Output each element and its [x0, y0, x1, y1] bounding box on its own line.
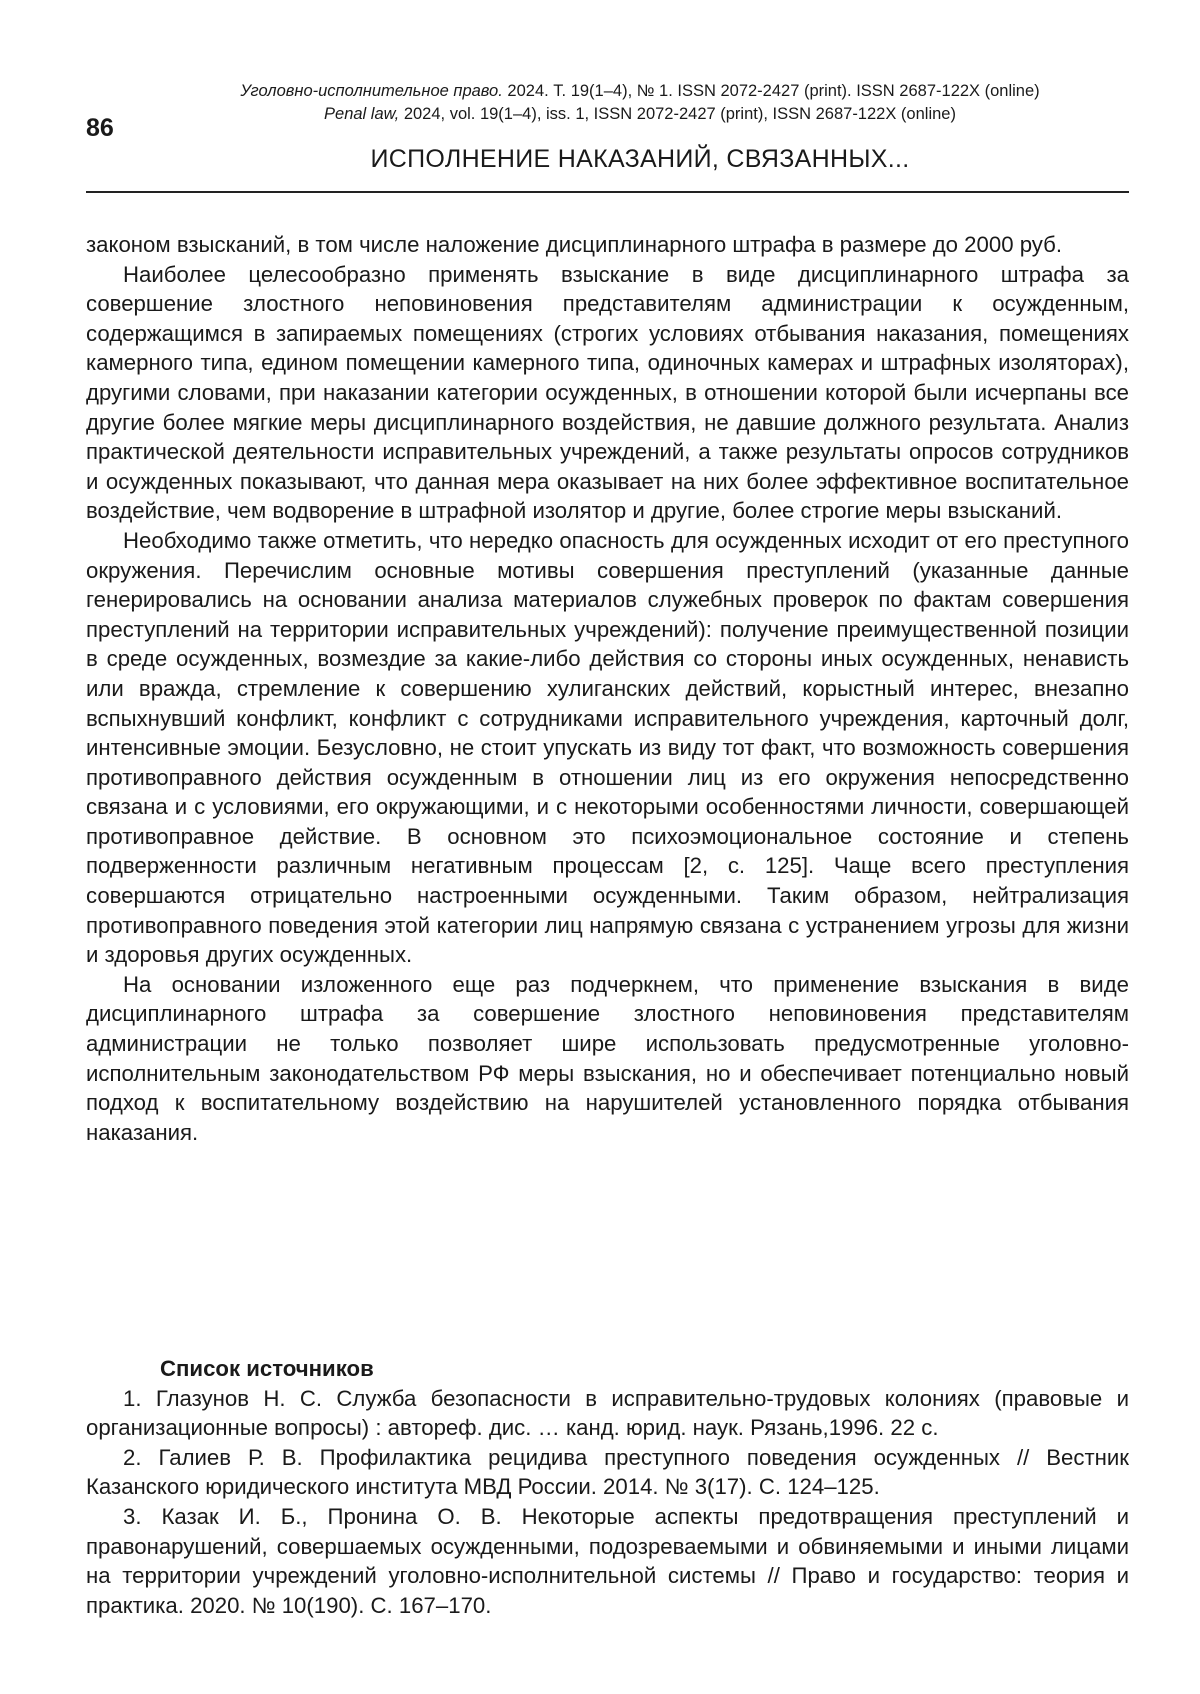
paragraph: Необходимо также отметить, что нередко опасность для осужденных исходит от его преступного окружения. Перечислим основные мотивы совершения преступлений (указанные данные генерировались на основании анализа материалов служебных проверок по фактам совершения преступлений на территории исправительных учреждений): получение преимущественной позиции в среде осужденных, возмездие за какие-либо действия со стороны иных осужденных, ненависть или вражда, стремление к совершению хулиганских действий, корыстный интерес, внезапно вспыхнувший конфликт, конфликт с сотрудниками исправительного учреждения, карточный долг, интенсивные эмоции. Безусловно, не стоит упускать из виду тот факт, что возможность совершения противоправного действия осужденным в отношении лиц из его окружения непосредственно связана и с условиями, его окружающими, и с некоторыми особенностями личности, совершающей противоправное действие. В основном это психоэмоциональное состояние и степень подверженности различным негативным процессам [2, с. 125]. Чаще всего преступления совершаются отрицательно настроенными осужденными. Таким образом, нейтрализация противоправного поведения этой категории лиц напрямую связана с устранением угрозы для жизни и здоровья других осужденных. — [86, 527, 1129, 968]
section-title: ИСПОЛНЕНИЕ НАКАЗАНИЙ, СВЯЗАННЫХ... — [370, 145, 910, 173]
sources-list — [86, 1354, 1129, 1620]
source-item: 2. Галиев Р. В. Профилактика рецидива преступного поведения осужденных // Вестник Казанского юридического института МВД России. 2014. № 3(17). С. 124–125. — [86, 1444, 1129, 1500]
journal-header — [150, 80, 1130, 126]
header-divider — [86, 191, 1129, 193]
journal-title-ru: Уголовно-исполнительное право. — [240, 82, 503, 100]
journal-title-en: Penal law, — [324, 105, 400, 123]
journal-details-ru: 2024. Т. 19(1–4), № 1. ISSN 2072-2427 (print). ISSN 2687-122X (online) — [502, 82, 1040, 100]
journal-line-en — [150, 103, 1130, 126]
sources-heading: Список источников — [160, 1356, 374, 1381]
paragraph: На основании изложенного еще раз подчеркнем, что применение взыскания в виде дисциплинарного штрафа за совершение злостного неповиновения представителям администрации не только позволяет шире использовать предусмотренные уголовно-исполнительным законодательством РФ меры взыскания, но и обеспечивает потенциально новый подход к воспитательному воздействию на нарушителей установленного порядка отбывания наказания. — [86, 971, 1129, 1145]
journal-details-en: 2024, vol. 19(1–4), iss. 1, ISSN 2072-2427 (print), ISSN 2687-122X (online) — [399, 105, 956, 123]
paragraph: законом взысканий, в том числе наложение дисциплинарного штрафа в размере до 2000 руб. — [86, 232, 1063, 257]
journal-line-ru — [150, 80, 1130, 103]
article-body — [86, 230, 1129, 1147]
source-item: 1. Глазунов Н. С. Служба безопасности в исправительно-трудовых колониях (правовые и организационные вопросы) : автореф. дис. … канд. юрид. наук. Рязань,1996. 22 с. — [86, 1385, 1129, 1441]
source-item: 3. Казак И. Б., Пронина О. В. Некоторые аспекты предотвращения преступлений и правонарушений, совершаемых осужденными, подозреваемыми и обвиняемыми и иными лицами на территории учреждений уголовно-исполнительной системы // Право и государство: теория и практика. 2020. № 10(190). С. 167–170. — [86, 1503, 1129, 1618]
paragraph: Наиболее целесообразно применять взыскание в виде дисциплинарного штрафа за совершение злостного неповиновения представителям администрации к осужденным, содержащимся в запираемых помещениях (строгих условиях отбывания наказания, помещениях камерного типа, едином помещении камерного типа, одиночных камерах и штрафных изоляторах), другими словами, при наказании категории осужденных, в отношении которой были исчерпаны все другие более мягкие меры дисциплинарного воздействия, не давшие должного результата. Анализ практической деятельности исправительных учреждений, а также результаты опросов сотрудников и осужденных показывают, что данная мера оказывает на них более эффективное воспитательное воздействие, чем водворение в штрафной изолятор и другие, более строгие меры взысканий. — [86, 261, 1129, 524]
page-number: 86 — [86, 114, 114, 142]
